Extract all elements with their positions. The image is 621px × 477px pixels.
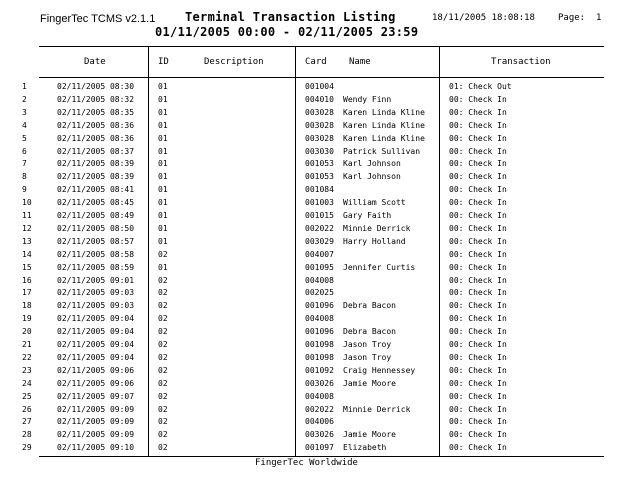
row-number: 8 [22,172,27,182]
row-number: 19 [22,314,32,324]
row-date: 02/11/2005 09:06 [57,378,135,388]
row-card: 001095 [305,262,334,272]
row-terminal-id: 01 [158,133,168,143]
row-terminal-id: 01 [158,146,168,156]
row-transaction: 00: Check In [449,378,507,388]
row-terminal-id: 01 [158,223,168,233]
table-row [0,443,621,456]
row-name: Gary Faith [343,211,392,220]
table-row [0,430,621,443]
row-terminal-id: 01 [158,82,168,91]
row-date: 02/11/2005 08:50 [57,223,135,233]
row-date: 02/11/2005 09:09 [57,417,135,427]
table-row [0,185,621,198]
row-card: 001053 [305,172,334,182]
row-terminal-id: 01 [158,185,168,195]
table-row [0,288,621,301]
row-name: Elizabeth [343,443,387,453]
table-row [0,327,621,340]
row-name: Karl Johnson [343,159,401,169]
row-name: Jennifer Curtis [343,262,416,272]
row-terminal-id: 02 [158,365,168,375]
table-top-rule [39,46,604,47]
row-terminal-id: 02 [158,249,168,259]
row-number: 6 [22,146,27,156]
row-date: 02/11/2005 09:01 [57,275,135,285]
row-number: 18 [22,301,32,311]
row-transaction: 00: Check In [449,159,507,169]
row-transaction: 00: Check In [449,443,507,453]
page-number: 1 [596,13,602,23]
row-transaction: 00: Check In [449,262,507,272]
row-date: 02/11/2005 08:37 [57,146,135,156]
row-date: 02/11/2005 09:10 [57,443,135,453]
printed-timestamp: 18/11/2005 18:08:18 [432,13,535,23]
row-number: 1 [22,82,27,91]
report-date-range: 01/11/2005 00:00 - 02/11/2005 23:59 [155,25,419,39]
row-card: 001098 [305,352,334,362]
row-number: 14 [22,249,32,259]
column-header-name: Name [349,57,371,67]
row-terminal-id: 01 [158,120,168,130]
row-date: 02/11/2005 09:06 [57,365,135,375]
row-card: 001003 [305,198,334,208]
row-name: Minnie Derrick [343,404,411,414]
column-header-transaction: Transaction [491,57,551,67]
column-header-date: Date [84,57,106,67]
row-name: Wendy Finn [343,94,392,104]
row-terminal-id: 02 [158,275,168,285]
row-date: 02/11/2005 08:49 [57,211,135,220]
row-card: 003026 [305,378,334,388]
row-terminal-id: 02 [158,391,168,401]
page-label: Page: [558,13,586,23]
row-terminal-id: 02 [158,430,168,440]
row-transaction: 00: Check In [449,198,507,208]
row-card: 004008 [305,275,334,285]
row-number: 3 [22,107,27,117]
row-card: 002022 [305,223,334,233]
table-row [0,237,621,250]
row-terminal-id: 01 [158,94,168,104]
row-terminal-id: 02 [158,378,168,388]
row-transaction: 00: Check In [449,107,507,117]
table-row [0,250,621,263]
row-date: 02/11/2005 09:03 [57,301,135,311]
table-row [0,224,621,237]
row-terminal-id: 01 [158,172,168,182]
row-number: 20 [22,327,32,337]
row-date: 02/11/2005 08:41 [57,185,135,195]
row-card: 001084 [305,185,334,195]
row-name: Debra Bacon [343,301,396,311]
row-card: 004007 [305,249,334,259]
row-number: 4 [22,120,27,130]
row-terminal-id: 01 [158,107,168,117]
row-card: 001053 [305,159,334,169]
row-terminal-id: 02 [158,314,168,324]
table-row [0,263,621,276]
row-number: 22 [22,352,32,362]
table-row [0,366,621,379]
row-transaction: 00: Check In [449,288,507,298]
row-date: 02/11/2005 08:30 [57,82,135,91]
row-transaction: 00: Check In [449,430,507,440]
row-card: 001096 [305,327,334,337]
report-title: Terminal Transaction Listing [185,10,396,24]
row-card: 004006 [305,417,334,427]
row-transaction: 00: Check In [449,236,507,246]
row-name: Karen Linda Kline [343,120,425,130]
row-card: 001004 [305,82,334,91]
row-transaction: 00: Check In [449,120,507,130]
row-date: 02/11/2005 09:04 [57,352,135,362]
row-transaction: 00: Check In [449,417,507,427]
table-row [0,211,621,224]
row-transaction: 00: Check In [449,249,507,259]
row-name: Karen Linda Kline [343,133,425,143]
row-terminal-id: 02 [158,404,168,414]
row-number: 5 [22,133,27,143]
row-number: 10 [22,198,32,208]
table-row [0,314,621,327]
row-name: William Scott [343,198,406,208]
row-name: Debra Bacon [343,327,396,337]
row-terminal-id: 02 [158,443,168,453]
table-row [0,276,621,289]
row-card: 003028 [305,120,334,130]
row-terminal-id: 01 [158,198,168,208]
row-date: 02/11/2005 09:03 [57,288,135,298]
row-transaction: 00: Check In [449,94,507,104]
table-row [0,340,621,353]
row-date: 02/11/2005 09:04 [57,314,135,324]
row-transaction: 00: Check In [449,223,507,233]
row-name: Harry Holland [343,236,406,246]
row-date: 02/11/2005 08:32 [57,94,135,104]
row-date: 02/11/2005 08:36 [57,120,135,130]
table-row [0,405,621,418]
row-date: 02/11/2005 08:57 [57,236,135,246]
row-transaction: 00: Check In [449,275,507,285]
row-number: 11 [22,211,32,220]
row-terminal-id: 01 [158,211,168,220]
table-row [0,392,621,405]
row-card: 003030 [305,146,334,156]
table-row [0,417,621,430]
row-card: 001092 [305,365,334,375]
row-card: 004008 [305,391,334,401]
table-row [0,353,621,366]
row-terminal-id: 02 [158,352,168,362]
row-transaction: 00: Check In [449,391,507,401]
row-name: Jason Troy [343,352,392,362]
row-card: 003028 [305,107,334,117]
row-number: 21 [22,340,32,349]
row-number: 25 [22,391,32,401]
row-transaction: 00: Check In [449,340,507,349]
report-footer: FingerTec Worldwide [255,458,358,468]
row-date: 02/11/2005 08:35 [57,107,135,117]
table-row [0,147,621,160]
row-number: 29 [22,443,32,453]
row-name: Minnie Derrick [343,223,411,233]
table-row [0,379,621,392]
app-name: FingerTec TCMS v2.1.1 [40,13,156,25]
row-transaction: 00: Check In [449,172,507,182]
row-terminal-id: 02 [158,327,168,337]
row-transaction: 00: Check In [449,404,507,414]
row-card: 002025 [305,288,334,298]
table-row [0,108,621,121]
row-date: 02/11/2005 09:09 [57,430,135,440]
row-transaction: 00: Check In [449,327,507,337]
row-transaction: 00: Check In [449,133,507,143]
table-row [0,172,621,185]
row-terminal-id: 01 [158,159,168,169]
row-number: 23 [22,365,32,375]
row-name: Jamie Moore [343,378,396,388]
row-terminal-id: 02 [158,340,168,349]
row-date: 02/11/2005 09:04 [57,340,135,349]
row-name: Karl Johnson [343,172,401,182]
row-number: 2 [22,94,27,104]
row-card: 004010 [305,94,334,104]
row-date: 02/11/2005 09:09 [57,404,135,414]
table-row [0,121,621,134]
row-number: 12 [22,223,32,233]
row-date: 02/11/2005 08:39 [57,159,135,169]
row-card: 001096 [305,301,334,311]
row-terminal-id: 02 [158,301,168,311]
row-date: 02/11/2005 08:58 [57,249,135,259]
row-date: 02/11/2005 09:04 [57,327,135,337]
row-number: 15 [22,262,32,272]
table-row [0,159,621,172]
row-name: Jamie Moore [343,430,396,440]
row-date: 02/11/2005 08:36 [57,133,135,143]
row-number: 7 [22,159,27,169]
row-card: 003026 [305,430,334,440]
row-terminal-id: 01 [158,236,168,246]
row-name: Jason Troy [343,340,392,349]
row-date: 02/11/2005 09:07 [57,391,135,401]
row-date: 02/11/2005 08:59 [57,262,135,272]
row-card: 004008 [305,314,334,324]
row-number: 13 [22,236,32,246]
row-number: 26 [22,404,32,414]
row-transaction: 00: Check In [449,185,507,195]
row-transaction: 00: Check In [449,146,507,156]
row-number: 17 [22,288,32,298]
row-transaction: 00: Check In [449,301,507,311]
table-row [0,198,621,211]
table-row [0,134,621,147]
row-terminal-id: 01 [158,262,168,272]
row-transaction: 00: Check In [449,352,507,362]
row-card: 001098 [305,340,334,349]
row-date: 02/11/2005 08:45 [57,198,135,208]
row-card: 001097 [305,443,334,453]
row-date: 02/11/2005 08:39 [57,172,135,182]
row-name: Patrick Sullivan [343,146,421,156]
row-name: Karen Linda Kline [343,107,425,117]
table-row [0,82,621,95]
row-transaction: 01: Check Out [449,82,512,91]
table-row [0,301,621,314]
row-transaction: 00: Check In [449,211,507,220]
row-number: 28 [22,430,32,440]
table-header-rule [39,77,604,78]
column-header-description: Description [204,57,264,67]
row-terminal-id: 02 [158,417,168,427]
row-card: 003029 [305,236,334,246]
row-card: 003028 [305,133,334,143]
row-transaction: 00: Check In [449,314,507,324]
column-header-card: Card [305,57,327,67]
row-number: 27 [22,417,32,427]
row-number: 16 [22,275,32,285]
row-card: 001015 [305,211,334,220]
row-number: 24 [22,378,32,388]
row-transaction: 00: Check In [449,365,507,375]
row-number: 9 [22,185,27,195]
row-card: 002022 [305,404,334,414]
row-name: Craig Hennessey [343,365,416,375]
column-header-id: ID [158,57,169,67]
table-row [0,95,621,108]
row-terminal-id: 02 [158,288,168,298]
